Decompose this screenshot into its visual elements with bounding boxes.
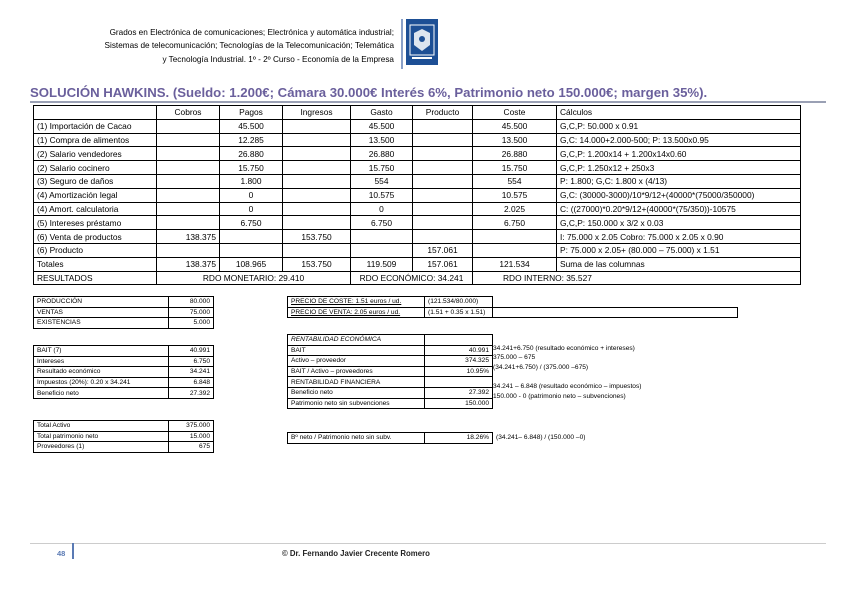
row-label: (2) Salario cocinero <box>34 161 157 175</box>
calculation-cell: Suma de las columnas <box>557 257 801 271</box>
table-row <box>34 133 801 147</box>
value-cell <box>283 202 351 216</box>
value-cell: 12.285 <box>220 133 283 147</box>
footer-divider <box>30 543 826 544</box>
note-row <box>490 344 644 354</box>
value-cell <box>283 147 351 161</box>
note-row <box>490 392 644 402</box>
ratio-value: 18.26% <box>425 433 493 444</box>
empty-cell <box>493 297 738 308</box>
value-cell <box>157 161 220 175</box>
profit-row-label: Resultado económico <box>34 367 169 378</box>
header-line: Sistemas de telecomunicación; Tecnologías de la Telecomunicación; Telemática <box>104 41 394 51</box>
rentabilidad-economica-title: RENTABILIDAD ECONÓMICA <box>288 335 425 346</box>
value-cell <box>157 119 220 133</box>
value-cell <box>157 147 220 161</box>
value-cell <box>351 243 413 257</box>
calculation-cell: G,C: 14.000+2.000-500; P: 13.500x0.95 <box>557 133 801 147</box>
document-header <box>14 26 394 66</box>
calculation-cell: G,C,P: 150.000 x 3/2 x 0.03 <box>557 216 801 230</box>
rentabilidad-row-value: 40.991 <box>425 345 493 356</box>
value-cell <box>220 243 283 257</box>
value-cell: 0 <box>351 202 413 216</box>
price-value: (1.51 + 0.35 x 1.51) <box>425 307 493 318</box>
production-row-label: PRODUCCIÓN <box>34 297 169 308</box>
value-cell <box>473 243 557 257</box>
calculation-cell: C: ((27000)*0.20*9/12+(40000*(75/350))-10575 <box>557 202 801 216</box>
table-row <box>34 243 801 257</box>
balance-row <box>34 431 214 442</box>
balance-table <box>33 420 214 453</box>
rentabilidad-row-value: 374.325 <box>425 356 493 367</box>
table-header-cell: Cálculos <box>557 106 801 120</box>
row-label: (5) Intereses préstamo <box>34 216 157 230</box>
table-header-cell: Producto <box>413 106 473 120</box>
row-label: (1) Compra de alimentos <box>34 133 157 147</box>
value-cell <box>220 230 283 244</box>
value-cell: 138.375 <box>157 230 220 244</box>
profit-row-value: 6.848 <box>169 377 214 388</box>
profit-row <box>34 388 214 399</box>
rdo-economico: RDO ECONÓMICO: 34.241 <box>351 271 473 285</box>
row-label: (2) Salario vendedores <box>34 147 157 161</box>
rentabilidad-row-value: 150.000 <box>425 398 493 409</box>
balance-row-label: Total Activo <box>34 421 169 432</box>
rentabilidad-fin-title-row <box>288 377 493 388</box>
note-cell: 375.000 – 675 <box>493 354 536 362</box>
main-table-body <box>34 119 801 271</box>
row-label: (6) Venta de productos <box>34 230 157 244</box>
empty-cell <box>425 377 493 388</box>
price-label: PRECIO DE VENTA: 2.05 euros / ud. <box>288 307 425 318</box>
rdo-monetario: RDO MONETARIO: 29.410 <box>157 271 351 285</box>
value-cell: 45.500 <box>473 119 557 133</box>
production-row <box>34 297 214 308</box>
table-header-cell: Ingresos <box>283 106 351 120</box>
balance-row-value: 15.000 <box>169 431 214 442</box>
table-row <box>34 147 801 161</box>
results-row <box>34 271 801 285</box>
ratio-row <box>288 433 738 444</box>
price-label: PRECIO DE COSTE: 1.51 euros / ud. <box>288 297 425 308</box>
production-table <box>33 296 214 329</box>
rentabilidad-row-label: Activo – proveedor <box>288 356 425 367</box>
table-row <box>34 202 801 216</box>
table-header-cell: Coste <box>473 106 557 120</box>
value-cell: 157.061 <box>413 257 473 271</box>
value-cell <box>157 188 220 202</box>
value-cell: 13.500 <box>473 133 557 147</box>
row-label: (1) Importación de Cacao <box>34 119 157 133</box>
note-cell: 34.241+6.750 (resultado económico + intereses) <box>493 344 635 352</box>
totals-row <box>34 257 801 271</box>
table-header-cell: Pagos <box>220 106 283 120</box>
row-label: (4) Amort. calculatoria <box>34 202 157 216</box>
page-number: 48 <box>57 549 66 558</box>
table-row <box>34 188 801 202</box>
balance-row-value: 375.000 <box>169 421 214 432</box>
profit-row-label: BAIT (7) <box>34 346 169 357</box>
calculation-cell: P: 75.000 x 2.05+ (80.000 – 75.000) x 1.51 <box>557 243 801 257</box>
profit-row-value: 40.991 <box>169 346 214 357</box>
row-label: (3) Seguro de daños <box>34 174 157 188</box>
profit-row-value: 34.241 <box>169 367 214 378</box>
value-cell: 26.880 <box>220 147 283 161</box>
header-line: Grados en Electrónica de comunicaciones; Electrónica y automática industrial; <box>109 28 394 37</box>
value-cell: 10.575 <box>473 188 557 202</box>
empty-cell <box>493 307 738 318</box>
value-cell <box>283 188 351 202</box>
value-cell <box>283 161 351 175</box>
value-cell: 157.061 <box>413 243 473 257</box>
value-cell: 15.750 <box>351 161 413 175</box>
note-row <box>490 372 644 382</box>
rentabilidad-row <box>288 398 493 409</box>
value-cell <box>473 230 557 244</box>
value-cell <box>413 174 473 188</box>
value-cell: 6.750 <box>473 216 557 230</box>
university-logo-icon <box>406 19 438 65</box>
profit-row <box>34 356 214 367</box>
note-cell: 34.241 – 6.848 (resultado económico – impuestos) <box>493 383 642 391</box>
profit-row <box>34 377 214 388</box>
value-cell: 119.509 <box>351 257 413 271</box>
ratio-table <box>287 432 738 444</box>
rentabilidad-row <box>288 387 493 398</box>
table-header-row <box>34 106 801 120</box>
value-cell <box>413 188 473 202</box>
value-cell <box>283 119 351 133</box>
price-value: (121.534/80.000) <box>425 297 493 308</box>
balance-row-label: Proveedores (1) <box>34 442 169 453</box>
calculation-cell: I: 75.000 x 2.05 Cobro: 75.000 x 2.05 x 0.90 <box>557 230 801 244</box>
value-cell: 554 <box>351 174 413 188</box>
value-cell: 108.965 <box>220 257 283 271</box>
value-cell: 1.800 <box>220 174 283 188</box>
header-divider <box>401 19 403 69</box>
calculation-cell: G,C: (30000-3000)/10*9/12+(40000*(75000/350000) <box>557 188 801 202</box>
production-row-value: 5.000 <box>169 318 214 329</box>
table-header-cell: Cobros <box>157 106 220 120</box>
rentabilidad-row <box>288 356 493 367</box>
note-row <box>490 353 644 363</box>
price-row <box>288 297 738 308</box>
table-row <box>34 174 801 188</box>
profit-row-label: Beneficio neto <box>34 388 169 399</box>
rentabilidad-eco-title-row <box>288 335 493 346</box>
production-row <box>34 318 214 329</box>
value-cell: 6.750 <box>220 216 283 230</box>
rentabilidad-row <box>288 345 493 356</box>
rentabilidad-row-label: BAIT / Activo – proveedores <box>288 366 425 377</box>
calculation-cell: G,C,P: 1.250x12 + 250x3 <box>557 161 801 175</box>
value-cell: 45.500 <box>220 119 283 133</box>
ratio-note: (34.241– 6.848) / (150.000 –0) <box>496 434 586 442</box>
calculation-cell: G,C,P: 50.000 x 0.91 <box>557 119 801 133</box>
value-cell: 10.575 <box>351 188 413 202</box>
profit-row-value: 6.750 <box>169 356 214 367</box>
main-results-table <box>33 105 801 285</box>
production-row-label: EXISTENCIAS <box>34 318 169 329</box>
footer-accent-bar <box>72 543 74 559</box>
value-cell <box>413 161 473 175</box>
value-cell <box>283 133 351 147</box>
value-cell <box>157 243 220 257</box>
balance-row <box>34 421 214 432</box>
note-row <box>490 363 644 373</box>
profit-row-label: Intereses <box>34 356 169 367</box>
table-row <box>34 216 801 230</box>
rentabilidad-row <box>288 366 493 377</box>
ratio-label: Bº neto / Patrimonio neto sin subv. <box>288 433 425 444</box>
value-cell: 6.750 <box>351 216 413 230</box>
value-cell: 13.500 <box>351 133 413 147</box>
value-cell: 121.534 <box>473 257 557 271</box>
page-title: SOLUCIÓN HAWKINS. (Sueldo: 1.200€; Cámara 30.000€ Interés 6%, Patrimonio neto 150.000€; margen 35%). <box>30 85 708 100</box>
rentabilidad-row-value: 27.392 <box>425 387 493 398</box>
production-row-label: VENTAS <box>34 307 169 318</box>
price-table <box>287 296 738 318</box>
value-cell <box>413 147 473 161</box>
value-cell <box>413 216 473 230</box>
production-row-value: 75.000 <box>169 307 214 318</box>
value-cell: 0 <box>220 202 283 216</box>
value-cell <box>157 174 220 188</box>
results-label: RESULTADOS <box>34 271 157 285</box>
value-cell: 15.750 <box>220 161 283 175</box>
table-row <box>34 230 801 244</box>
profit-row-label: Impuestos (20%): 0.20 x 34.241 <box>34 377 169 388</box>
row-label: Totales <box>34 257 157 271</box>
value-cell: 45.500 <box>351 119 413 133</box>
note-cell: (34.241+6.750) / (375.000 –675) <box>493 364 589 372</box>
value-cell <box>413 119 473 133</box>
price-row <box>288 307 738 318</box>
footer-author: © Dr. Fernando Javier Crecente Romero <box>282 549 430 558</box>
profit-row <box>34 367 214 378</box>
note-row <box>490 382 644 392</box>
value-cell <box>283 174 351 188</box>
title-underline <box>30 101 826 103</box>
profit-row <box>34 346 214 357</box>
value-cell <box>413 202 473 216</box>
value-cell: 554 <box>473 174 557 188</box>
value-cell: 153.750 <box>283 257 351 271</box>
row-label: (4) Amortización legal <box>34 188 157 202</box>
calculation-cell: G,C,P: 1.200x14 + 1.200x14x0.60 <box>557 147 801 161</box>
table-row <box>34 161 801 175</box>
balance-row-label: Total patrimonio neto <box>34 431 169 442</box>
value-cell <box>351 230 413 244</box>
table-header-cell <box>34 106 157 120</box>
rentabilidad-row-label: Beneficio neto <box>288 387 425 398</box>
row-label: (6) Producto <box>34 243 157 257</box>
rentabilidad-row-value: 10.95% <box>425 366 493 377</box>
production-row-value: 80.000 <box>169 297 214 308</box>
value-cell <box>157 216 220 230</box>
value-cell: 138.375 <box>157 257 220 271</box>
rentabilidad-row-label: Patrimonio neto sin subvenciones <box>288 398 425 409</box>
value-cell: 2.025 <box>473 202 557 216</box>
calculation-cell: P: 1.800; G,C: 1.800 x (4/13) <box>557 174 801 188</box>
profit-row-value: 27.392 <box>169 388 214 399</box>
note-cell <box>490 372 644 382</box>
rentabilidad-notes <box>490 344 644 402</box>
balance-row-value: 675 <box>169 442 214 453</box>
balance-row <box>34 442 214 453</box>
rentabilidad-financiera-title: RENTABILIDAD FINANCIERA <box>288 377 425 388</box>
value-cell: 153.750 <box>283 230 351 244</box>
value-cell <box>283 243 351 257</box>
value-cell <box>413 230 473 244</box>
rentabilidad-table <box>287 334 493 409</box>
value-cell: 15.750 <box>473 161 557 175</box>
value-cell: 26.880 <box>351 147 413 161</box>
value-cell: 0 <box>220 188 283 202</box>
table-header-cell: Gasto <box>351 106 413 120</box>
header-line: y Tecnología Industrial. 1º - 2º Curso - Economía de la Empresa <box>162 54 394 64</box>
value-cell: 26.880 <box>473 147 557 161</box>
note-cell: 150.000 - 0 (patrimonio neto – subvenciones) <box>493 392 626 400</box>
rentabilidad-row-label: BAIT <box>288 345 425 356</box>
value-cell <box>413 133 473 147</box>
empty-cell <box>425 335 493 346</box>
value-cell <box>283 216 351 230</box>
table-row <box>34 119 801 133</box>
rdo-interno: RDO INTERNO: 35.527 <box>473 271 801 285</box>
profit-table <box>33 345 214 399</box>
value-cell <box>157 133 220 147</box>
value-cell <box>157 202 220 216</box>
production-row <box>34 307 214 318</box>
